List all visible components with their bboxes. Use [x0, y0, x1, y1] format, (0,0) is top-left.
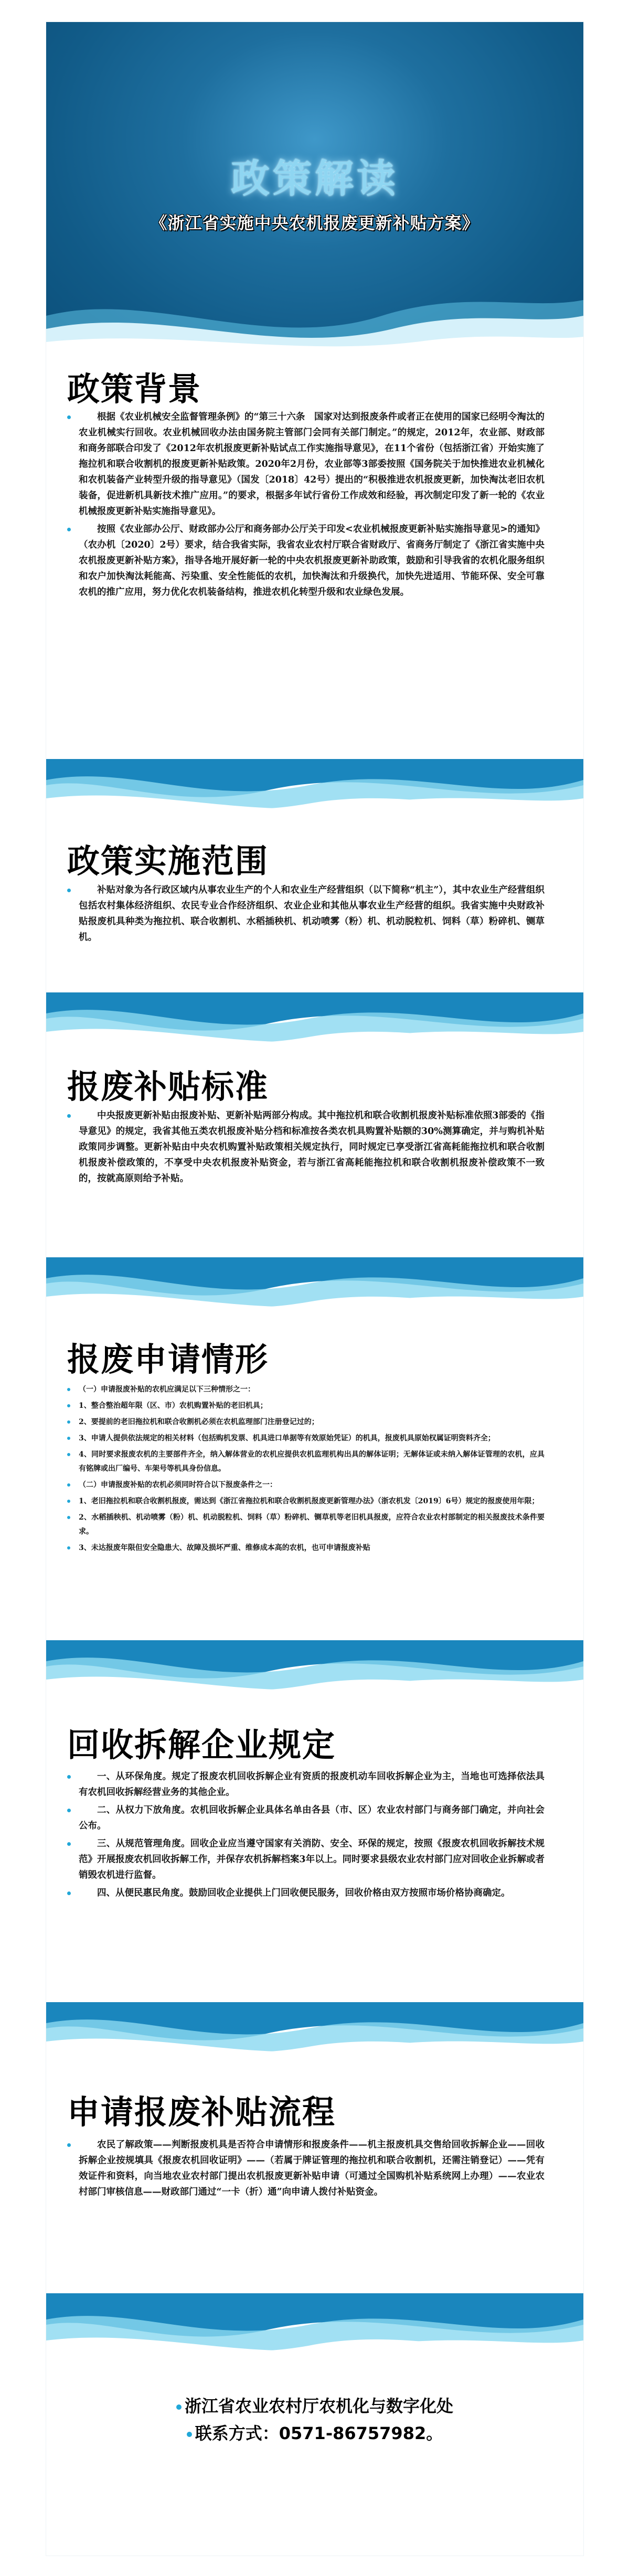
- page-title: 政策解读: [231, 156, 399, 201]
- wave-band: [46, 1635, 583, 1714]
- section-title-recycling: 回收拆解企业规定: [67, 1726, 336, 1764]
- wave-decoration: [46, 2293, 583, 2377]
- bullet-dot-icon: [67, 1775, 71, 1779]
- bullet-dot-icon: [67, 1500, 70, 1503]
- paragraph: （二）申请报废补贴的农机必须同时符合以下报废条件之一：: [79, 1478, 545, 1492]
- wave-band: [46, 1997, 583, 2076]
- footer-contact: 联系方式：0571-86757982。: [46, 2420, 583, 2444]
- bullet-dot-icon: [67, 528, 71, 531]
- bullet-dot-icon: [67, 1483, 70, 1487]
- wave-decoration: [46, 1997, 583, 2076]
- paragraph: 四、从便民惠民角度。鼓励回收企业提供上门回收便民服务，回收价格由双方按照市场价格协商确定。: [79, 1885, 545, 1901]
- bullet-dot-icon: [67, 1516, 70, 1519]
- section-body-background: [79, 409, 545, 602]
- paragraph: 按照《农业部办公厅、财政部办公厅和商务部办公厅关于印发<农业机械报废更新补贴实施指导意见>的通知》（农办机〔2020〕2号）要求，结合我省实际，我省农业农村厅联合省财政厅、省商务厅制定了《浙江省实施中央农机报废更新补贴方案》，指导各地开展好新一轮的中央农机报废更新补助政策，鼓励和引导我省的农机化服务组织和农户加快淘汰耗能高、污染重、安全性能低的农机，加快淘汰和升级换代，加快先进适用、节能环保、安全可靠农机的推广应用，努力优化农机装备结构，推进农机化转型升级和农业绿色发展。: [79, 521, 545, 600]
- paragraph: 一、从环保角度。规定了报废农机回收拆解企业有资质的报废机动车回收拆解企业为主，当地也可选择依法具有农机回收拆解经营业务的其他企业。: [79, 1769, 545, 1800]
- section-title-process: 申请报废补贴流程: [67, 2093, 336, 2131]
- footer-department: 浙江省农业农村厅农机化与数字化处: [46, 2393, 583, 2417]
- bullet-dot-icon: [67, 2143, 71, 2147]
- paragraph: 二、从权力下放角度。农机回收拆解企业具体名单由各县（市、区）农业农村部门与商务部门确定，并向社会公布。: [79, 1802, 545, 1834]
- wave-decoration: [46, 279, 583, 358]
- section-body-process: [79, 2137, 545, 2202]
- wave-band: [46, 1252, 583, 1331]
- bullet-dot-icon: [67, 1546, 70, 1549]
- bullet-dot-icon: [67, 1453, 70, 1456]
- wave-decoration: [46, 1635, 583, 1714]
- bullet-dot-icon: [67, 1809, 71, 1812]
- bullet-dot-icon: [176, 2404, 182, 2410]
- bullet-dot-icon: [67, 1891, 71, 1895]
- section-title-scope: 政策实施范围: [67, 842, 269, 880]
- wave-decoration: [46, 1252, 583, 1331]
- section-body-conditions: [79, 1383, 545, 1557]
- wave-band: [46, 987, 583, 1066]
- paragraph: 1、老旧拖拉机和联合收割机报废，需达到《浙江省拖拉机和联合收割机报废更新管理办法》（浙农机发〔2019〕6号）规定的报废使用年限；: [79, 1494, 545, 1509]
- header-banner: [46, 22, 583, 358]
- bullet-dot-icon: [67, 1437, 70, 1440]
- bullet-dot-icon: [67, 1420, 70, 1424]
- wave-band: [46, 754, 583, 832]
- paragraph: 根据《农业机械安全监督管理条例》的“第三十六条 国家对达到报废条件或者正在使用的国家已经明令淘汰的农业机械实行回收。农业机械回收办法由国务院主管部门会同有关部门制定。”的规定，2012年，农业部、财政部和商务部联合印发了《2012年农机报废更新补贴试点工作实施指导意见》，在11个省份（包括浙江省）开始实施了拖拉机和联合收割机的报废更新补贴政策。2020年2月份，农业部等3部委按照《国务院关于加快推进农业机械化和农机装备产业转型升级的指导意见》（国发〔2018〕42号）提出的“积极推进农机报废更新，加快淘汰老旧农机装备，促进新机具新技术推广应用。”的要求，根据多年试行省份工作成效和经验，再次制定印发了新一轮的《农业机械报废更新补贴实施指导意见》。: [79, 409, 545, 519]
- section-title-standard: 报废补贴标准: [67, 1067, 269, 1106]
- paragraph: 1、整合整治超年限（区、市）农机购置补贴的老旧机具；: [79, 1399, 545, 1413]
- section-title-background: 政策背景: [67, 370, 202, 408]
- section-body-scope: [79, 882, 545, 947]
- wave-decoration: [46, 987, 583, 1066]
- paragraph: 中央报废更新补贴由报废补贴、更新补贴两部分构成。其中拖拉机和联合收割机报废补贴标准依照3部委的《指导意见》的规定，我省其他五类农机报废补贴分档和标准按各类农机具购置补贴额的30%测算确定，并与购机补贴政策同步调整。更新补贴由中央农机购置补贴政策相关规定执行，同时规定已享受浙江省高耗能拖拉机和联合收割机报废补偿政策的，不享受中央农机报废补贴资金，若与浙江省高耗能拖拉机和联合收割机报废补偿政策不一致的，按就高原则给予补贴。: [79, 1108, 545, 1187]
- bullet-dot-icon: [187, 2432, 192, 2437]
- paragraph: 三、从规范管理角度。回收企业应当遵守国家有关消防、安全、环保的规定，按照《报废农机回收拆解技术规范》开展报废农机回收拆解工作，并保存农机拆解档案3年以上。同时要求县级农业农村部门应对回收企业拆解或者销毁农机进行监督。: [79, 1836, 545, 1883]
- paragraph: 农民了解政策——判断报废机具是否符合申请情形和报废条件——机主报废机具交售给回收拆解企业——回收拆解企业按规填具《报废农机回收证明》——（若属于牌证管理的拖拉机和联合收割机，还需注销登记）——凭有效证件和资料，向当地农业农村部门提出农机报废更新补贴申请（可通过全国购机补贴系统网上办理）——农业农村部门审核信息——财政部门通过“一卡（折）通”向申请人拨付补贴资金。: [79, 2137, 545, 2200]
- section-body-recycling: [79, 1769, 545, 1903]
- paragraph: 4、同时要求报废农机的主要部件齐全，纳入解体营业的农机应提供农机监理机构出具的解体证明；无解体证或未纳入解体证管理的农机，应具有铭牌或出厂编号、车架号等机具身份信息。: [79, 1448, 545, 1476]
- section-body-standard: [79, 1108, 545, 1189]
- paragraph: 2、水稻插秧机、机动喷雾（粉）机、机动脱粒机、饲料（草）粉碎机、铡草机等老旧机具报废，应符合农业农村部制定的相关报废技术条件要求。: [79, 1511, 545, 1539]
- bullet-dot-icon: [67, 1388, 70, 1391]
- paragraph: （一）申请报废补贴的农机应满足以下三种情形之一：: [79, 1383, 545, 1397]
- bullet-dot-icon: [67, 1114, 71, 1118]
- paragraph: 2、要提前的老旧拖拉机和联合收割机必须在农机监理部门注册登记过的；: [79, 1415, 545, 1429]
- section-title-conditions: 报废申请情形: [67, 1340, 269, 1378]
- page-subtitle: 《浙江省实施中央农机报废更新补贴方案》: [150, 213, 479, 233]
- bullet-dot-icon: [67, 889, 71, 892]
- poster: [46, 22, 583, 2556]
- paragraph: 3、申请人提供依法规定的相关材料（包括购机发票、机具进口单据等有效原始凭证）的机具，报废机具原始权属证明资料齐全；: [79, 1431, 545, 1446]
- paragraph: 补贴对象为各行政区域内从事农业生产的个人和农业生产经营组织（以下简称“机主”），其中农业生产经营组织包括农村集体经济组织、农民专业合作经济组织、农业企业和其他从事农业生产经营的组织。我省实施中央财政补贴报废机具种类为拖拉机、联合收割机、水稻插秧机、机动喷雾（粉）机、机动脱粒机、饲料（草）粉碎机、铡草机。: [79, 882, 545, 945]
- wave-decoration: [46, 754, 583, 832]
- bullet-dot-icon: [67, 1404, 70, 1407]
- bullet-dot-icon: [67, 415, 71, 419]
- bullet-dot-icon: [67, 1842, 71, 1846]
- paragraph: 3、未达报废年限但安全隐患大、故障及损坏严重、维修成本高的农机，也可申请报废补贴: [79, 1541, 545, 1555]
- wave-band: [46, 2293, 583, 2377]
